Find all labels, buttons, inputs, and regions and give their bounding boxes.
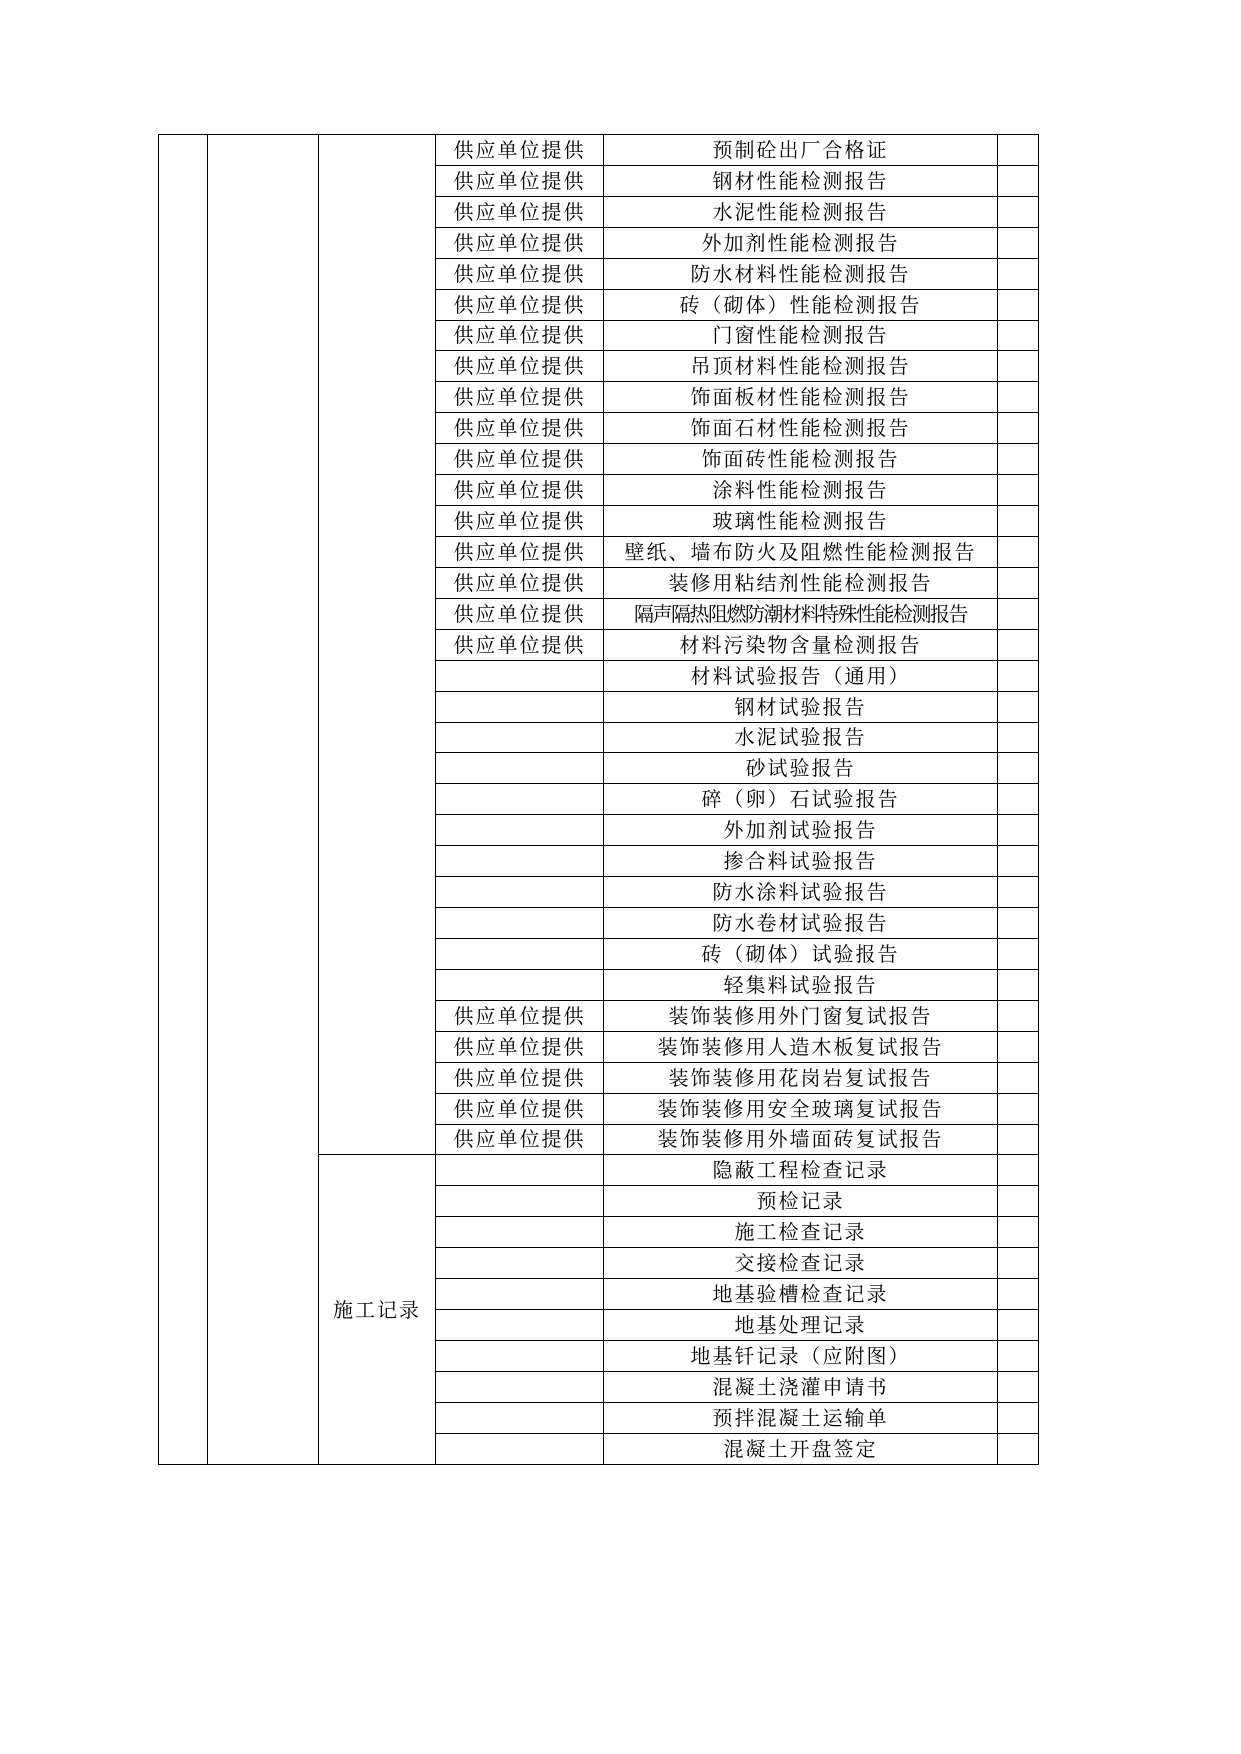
- source-cell: 供应单位提供: [436, 536, 604, 567]
- source-cell: 供应单位提供: [436, 165, 604, 196]
- document-name-cell: 装饰装修用安全玻璃复试报告: [604, 1093, 998, 1124]
- document-name-cell: 壁纸、墙布防火及阻燃性能检测报告: [604, 536, 998, 567]
- document-name-cell: 装饰装修用外门窗复试报告: [604, 1000, 998, 1031]
- source-cell: [436, 969, 604, 1000]
- document-name-cell: 材料污染物含量检测报告: [604, 629, 998, 660]
- blank-cell-col6: [998, 784, 1039, 815]
- blank-cell-col6: [998, 1031, 1039, 1062]
- blank-cell-col6: [998, 1124, 1039, 1155]
- record-table-body: [159, 135, 1039, 1465]
- source-cell: [436, 1279, 604, 1310]
- blank-cell-col1: [159, 135, 208, 1465]
- blank-cell-col6: [998, 1062, 1039, 1093]
- document-name-cell: 地基验槽检查记录: [604, 1279, 998, 1310]
- blank-cell-col6: [998, 165, 1039, 196]
- source-cell: [436, 877, 604, 908]
- document-name-cell: 隐蔽工程检查记录: [604, 1155, 998, 1186]
- document-name-cell: 外加剂试验报告: [604, 815, 998, 846]
- document-name-cell: 门窗性能检测报告: [604, 320, 998, 351]
- source-cell: 供应单位提供: [436, 196, 604, 227]
- source-cell: [436, 1186, 604, 1217]
- source-cell: [436, 1310, 604, 1341]
- document-name-cell: 外加剂性能检测报告: [604, 227, 998, 258]
- source-cell: 供应单位提供: [436, 382, 604, 413]
- section-label-cell: 施工记录: [319, 1155, 436, 1464]
- blank-cell-col6: [998, 629, 1039, 660]
- document-name-cell: 混凝土开盘签定: [604, 1433, 998, 1464]
- blank-cell-col6: [998, 598, 1039, 629]
- blank-cell-col6: [998, 475, 1039, 506]
- source-cell: 供应单位提供: [436, 1093, 604, 1124]
- document-name-cell: 饰面板材性能检测报告: [604, 382, 998, 413]
- document-name-cell: 地基处理记录: [604, 1310, 998, 1341]
- blank-cell-col6: [998, 938, 1039, 969]
- blank-cell-col6: [998, 506, 1039, 537]
- document-name-cell: 隔声隔热阻燃防潮材料特殊性能检测报告: [604, 598, 998, 629]
- blank-cell-col6: [998, 908, 1039, 939]
- blank-cell-col6: [998, 753, 1039, 784]
- document-name-cell: 装饰装修用人造木板复试报告: [604, 1031, 998, 1062]
- blank-cell-col6: [998, 969, 1039, 1000]
- source-cell: 供应单位提供: [436, 567, 604, 598]
- document-name-cell: 混凝土浇灌申请书: [604, 1371, 998, 1402]
- blank-cell-col6: [998, 1340, 1039, 1371]
- source-cell: 供应单位提供: [436, 475, 604, 506]
- source-cell: [436, 1248, 604, 1279]
- blank-cell-col6: [998, 1093, 1039, 1124]
- document-name-cell: 砖（砌体）性能检测报告: [604, 289, 998, 320]
- source-cell: [436, 815, 604, 846]
- blank-cell-col6: [998, 289, 1039, 320]
- source-cell: 供应单位提供: [436, 351, 604, 382]
- blank-cell-col6: [998, 135, 1039, 166]
- source-cell: [436, 753, 604, 784]
- blank-cell-col2: [208, 135, 319, 1465]
- document-name-cell: 装饰装修用花岗岩复试报告: [604, 1062, 998, 1093]
- document-name-cell: 掺合料试验报告: [604, 846, 998, 877]
- blank-cell-col6: [998, 846, 1039, 877]
- source-cell: [436, 938, 604, 969]
- blank-cell-col6: [998, 877, 1039, 908]
- source-cell: 供应单位提供: [436, 413, 604, 444]
- document-name-cell: 预制砼出厂合格证: [604, 135, 998, 166]
- document-name-cell: 水泥试验报告: [604, 722, 998, 753]
- blank-cell-col6: [998, 227, 1039, 258]
- blank-cell-col6: [998, 196, 1039, 227]
- source-cell: 供应单位提供: [436, 444, 604, 475]
- blank-cell-col6: [998, 1000, 1039, 1031]
- document-name-cell: 钢材性能检测报告: [604, 165, 998, 196]
- document-name-cell: 防水材料性能检测报告: [604, 258, 998, 289]
- document-name-cell: 预检记录: [604, 1186, 998, 1217]
- blank-cell-col6: [998, 1186, 1039, 1217]
- document-name-cell: 玻璃性能检测报告: [604, 506, 998, 537]
- blank-cell-col6: [998, 351, 1039, 382]
- source-cell: 供应单位提供: [436, 135, 604, 166]
- document-name-cell: 饰面石材性能检测报告: [604, 413, 998, 444]
- document-name-cell: 饰面砖性能检测报告: [604, 444, 998, 475]
- source-cell: 供应单位提供: [436, 227, 604, 258]
- document-name-cell: 装修用粘结剂性能检测报告: [604, 567, 998, 598]
- document-name-cell: 防水卷材试验报告: [604, 908, 998, 939]
- document-name-cell: 水泥性能检测报告: [604, 196, 998, 227]
- source-cell: 供应单位提供: [436, 1000, 604, 1031]
- blank-cell-col6: [998, 815, 1039, 846]
- blank-cell-col6: [998, 722, 1039, 753]
- document-name-cell: 地基钎记录（应附图）: [604, 1340, 998, 1371]
- source-cell: [436, 1217, 604, 1248]
- source-cell: [436, 660, 604, 691]
- source-cell: 供应单位提供: [436, 289, 604, 320]
- source-cell: [436, 691, 604, 722]
- blank-cell-col6: [998, 1155, 1039, 1186]
- source-cell: 供应单位提供: [436, 506, 604, 537]
- document-name-cell: 材料试验报告（通用）: [604, 660, 998, 691]
- document-name-cell: 碎（卵）石试验报告: [604, 784, 998, 815]
- blank-cell-col6: [998, 1433, 1039, 1464]
- document-name-cell: 砂试验报告: [604, 753, 998, 784]
- source-cell: [436, 846, 604, 877]
- blank-cell-col6: [998, 1279, 1039, 1310]
- blank-cell-col6: [998, 1248, 1039, 1279]
- blank-cell-col6: [998, 1217, 1039, 1248]
- blank-cell-col6: [998, 258, 1039, 289]
- table-row: [159, 135, 1039, 166]
- source-cell: [436, 908, 604, 939]
- document-name-cell: 装饰装修用外墙面砖复试报告: [604, 1124, 998, 1155]
- source-cell: [436, 1371, 604, 1402]
- source-cell: [436, 722, 604, 753]
- document-name-cell: 施工检查记录: [604, 1217, 998, 1248]
- blank-cell-col6: [998, 320, 1039, 351]
- document-name-cell: 交接检查记录: [604, 1248, 998, 1279]
- blank-cell-col6: [998, 413, 1039, 444]
- document-name-cell: 涂料性能检测报告: [604, 475, 998, 506]
- source-cell: 供应单位提供: [436, 1062, 604, 1093]
- document-name-cell: 轻集料试验报告: [604, 969, 998, 1000]
- document-name-cell: 钢材试验报告: [604, 691, 998, 722]
- blank-cell-col6: [998, 567, 1039, 598]
- document-name-cell: 砖（砌体）试验报告: [604, 938, 998, 969]
- source-cell: 供应单位提供: [436, 598, 604, 629]
- document-name-cell: 预拌混凝土运输单: [604, 1402, 998, 1433]
- blank-cell-col6: [998, 1371, 1039, 1402]
- blank-cell-col6: [998, 536, 1039, 567]
- blank-cell-col6: [998, 382, 1039, 413]
- blank-cell-col6: [998, 444, 1039, 475]
- source-cell: 供应单位提供: [436, 258, 604, 289]
- section-label-cell: [319, 135, 436, 1155]
- blank-cell-col6: [998, 660, 1039, 691]
- source-cell: 供应单位提供: [436, 1124, 604, 1155]
- source-cell: [436, 784, 604, 815]
- source-cell: [436, 1433, 604, 1464]
- source-cell: 供应单位提供: [436, 629, 604, 660]
- source-cell: [436, 1155, 604, 1186]
- document-name-cell: 吊顶材料性能检测报告: [604, 351, 998, 382]
- document-name-cell: 防水涂料试验报告: [604, 877, 998, 908]
- blank-cell-col6: [998, 1310, 1039, 1341]
- source-cell: [436, 1340, 604, 1371]
- source-cell: 供应单位提供: [436, 320, 604, 351]
- blank-cell-col6: [998, 1402, 1039, 1433]
- blank-cell-col6: [998, 691, 1039, 722]
- source-cell: [436, 1402, 604, 1433]
- record-table: [158, 134, 1039, 1465]
- source-cell: 供应单位提供: [436, 1031, 604, 1062]
